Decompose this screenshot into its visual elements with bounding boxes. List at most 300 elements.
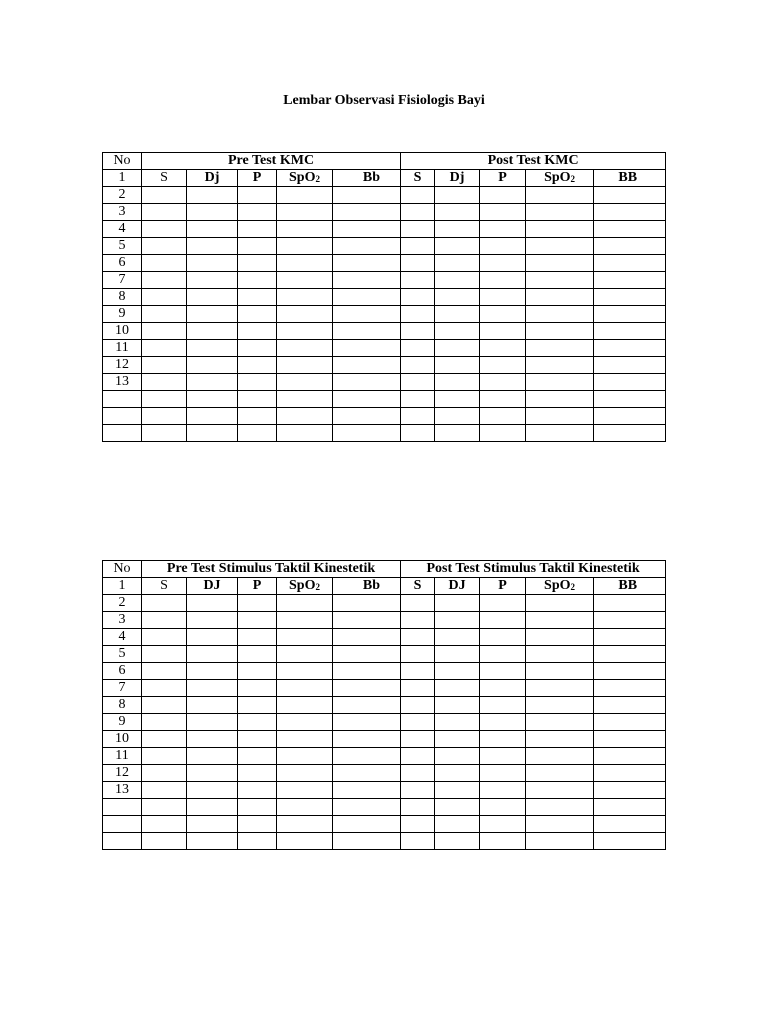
data-cell bbox=[142, 595, 187, 612]
row-number: 12 bbox=[103, 357, 142, 374]
row-number: 7 bbox=[103, 272, 142, 289]
table-row bbox=[103, 255, 666, 272]
data-cell bbox=[238, 646, 277, 663]
data-cell bbox=[142, 289, 187, 306]
data-cell bbox=[187, 748, 238, 765]
data-cell bbox=[238, 714, 277, 731]
data-cell bbox=[187, 646, 238, 663]
column-header-left-0 bbox=[142, 578, 187, 595]
data-cell bbox=[401, 799, 435, 816]
data-cell bbox=[435, 595, 480, 612]
data-cell bbox=[435, 187, 480, 204]
data-cell bbox=[277, 425, 333, 442]
data-cell bbox=[401, 697, 435, 714]
data-cell bbox=[187, 629, 238, 646]
data-cell bbox=[401, 204, 435, 221]
data-cell bbox=[142, 340, 187, 357]
data-cell bbox=[142, 204, 187, 221]
data-cell bbox=[526, 408, 594, 425]
data-cell bbox=[238, 697, 277, 714]
row-number: 11 bbox=[103, 748, 142, 765]
data-cell bbox=[142, 731, 187, 748]
data-cell bbox=[594, 323, 666, 340]
data-cell bbox=[480, 833, 526, 850]
data-cell bbox=[142, 255, 187, 272]
data-cell bbox=[480, 816, 526, 833]
data-cell bbox=[526, 374, 594, 391]
data-cell bbox=[238, 255, 277, 272]
data-cell bbox=[238, 238, 277, 255]
data-cell bbox=[238, 187, 277, 204]
data-cell bbox=[526, 595, 594, 612]
table-row bbox=[103, 238, 666, 255]
data-cell bbox=[333, 612, 401, 629]
data-cell bbox=[594, 255, 666, 272]
data-cell bbox=[594, 816, 666, 833]
data-cell bbox=[238, 221, 277, 238]
row-number: 10 bbox=[103, 323, 142, 340]
column-header-label: SpO bbox=[544, 578, 571, 593]
data-cell bbox=[333, 731, 401, 748]
data-cell bbox=[401, 187, 435, 204]
row-number: 9 bbox=[103, 714, 142, 731]
data-cell bbox=[401, 272, 435, 289]
data-cell bbox=[238, 204, 277, 221]
group-header-post: Post Test Stimulus Taktil Kinestetik bbox=[401, 561, 666, 578]
data-cell bbox=[238, 408, 277, 425]
data-cell bbox=[526, 697, 594, 714]
data-cell bbox=[594, 646, 666, 663]
data-cell bbox=[435, 323, 480, 340]
data-cell bbox=[480, 374, 526, 391]
data-cell bbox=[526, 255, 594, 272]
data-cell bbox=[238, 289, 277, 306]
data-cell bbox=[187, 612, 238, 629]
row-number: 5 bbox=[103, 238, 142, 255]
data-cell bbox=[333, 306, 401, 323]
data-cell bbox=[187, 408, 238, 425]
data-cell bbox=[187, 340, 238, 357]
row-number: 10 bbox=[103, 731, 142, 748]
data-cell bbox=[333, 646, 401, 663]
data-cell bbox=[594, 357, 666, 374]
row-number bbox=[103, 425, 142, 442]
data-cell bbox=[435, 340, 480, 357]
data-cell bbox=[435, 748, 480, 765]
data-cell bbox=[401, 306, 435, 323]
data-cell bbox=[333, 799, 401, 816]
data-cell bbox=[238, 799, 277, 816]
data-cell bbox=[480, 646, 526, 663]
data-cell bbox=[594, 391, 666, 408]
data-cell bbox=[187, 816, 238, 833]
data-cell bbox=[142, 714, 187, 731]
column-header-label: P bbox=[252, 170, 262, 185]
data-cell bbox=[238, 765, 277, 782]
data-cell bbox=[333, 748, 401, 765]
row-number: 1 bbox=[103, 170, 142, 187]
data-cell bbox=[142, 187, 187, 204]
data-cell bbox=[238, 391, 277, 408]
data-cell bbox=[238, 612, 277, 629]
data-cell bbox=[142, 816, 187, 833]
data-cell bbox=[594, 408, 666, 425]
data-cell bbox=[187, 357, 238, 374]
data-cell bbox=[435, 357, 480, 374]
data-cell bbox=[480, 714, 526, 731]
table-row bbox=[103, 391, 666, 408]
data-cell bbox=[277, 357, 333, 374]
data-cell bbox=[277, 272, 333, 289]
data-cell bbox=[594, 765, 666, 782]
data-cell bbox=[277, 612, 333, 629]
data-cell bbox=[333, 323, 401, 340]
data-cell bbox=[401, 374, 435, 391]
data-cell bbox=[401, 646, 435, 663]
data-cell bbox=[142, 765, 187, 782]
data-cell bbox=[594, 680, 666, 697]
data-cell bbox=[277, 595, 333, 612]
data-cell bbox=[435, 629, 480, 646]
table-row bbox=[103, 629, 666, 646]
column-header-label: SpO bbox=[544, 170, 571, 185]
data-cell bbox=[142, 782, 187, 799]
data-cell bbox=[333, 357, 401, 374]
data-cell bbox=[333, 697, 401, 714]
data-cell bbox=[187, 595, 238, 612]
data-cell bbox=[142, 391, 187, 408]
data-cell bbox=[401, 238, 435, 255]
data-cell bbox=[333, 204, 401, 221]
data-cell bbox=[333, 680, 401, 697]
data-cell bbox=[333, 714, 401, 731]
row-number: 6 bbox=[103, 663, 142, 680]
group-header-pre: Pre Test Stimulus Taktil Kinestetik bbox=[142, 561, 401, 578]
data-cell bbox=[187, 272, 238, 289]
data-cell bbox=[594, 340, 666, 357]
data-cell bbox=[594, 374, 666, 391]
data-cell bbox=[238, 323, 277, 340]
data-cell bbox=[594, 612, 666, 629]
row-number: 9 bbox=[103, 306, 142, 323]
column-header-right-2 bbox=[480, 170, 526, 187]
data-cell bbox=[526, 272, 594, 289]
data-cell bbox=[480, 204, 526, 221]
data-cell bbox=[480, 595, 526, 612]
data-cell bbox=[594, 272, 666, 289]
data-cell bbox=[480, 408, 526, 425]
data-cell bbox=[401, 833, 435, 850]
column-header-label: Dj bbox=[449, 170, 465, 185]
data-cell bbox=[142, 238, 187, 255]
data-cell bbox=[435, 306, 480, 323]
data-cell bbox=[435, 425, 480, 442]
column-header-left-4 bbox=[333, 578, 401, 595]
data-cell bbox=[333, 374, 401, 391]
column-header-right-4 bbox=[594, 170, 666, 187]
data-cell bbox=[594, 748, 666, 765]
row-number: 8 bbox=[103, 289, 142, 306]
data-cell bbox=[480, 323, 526, 340]
data-cell bbox=[594, 629, 666, 646]
table-row bbox=[103, 340, 666, 357]
data-cell bbox=[142, 612, 187, 629]
data-cell bbox=[480, 238, 526, 255]
data-cell bbox=[277, 340, 333, 357]
table-row bbox=[103, 204, 666, 221]
data-cell bbox=[480, 221, 526, 238]
data-cell bbox=[526, 799, 594, 816]
data-cell bbox=[526, 204, 594, 221]
data-cell bbox=[435, 782, 480, 799]
data-cell bbox=[142, 306, 187, 323]
data-cell bbox=[480, 357, 526, 374]
data-cell bbox=[526, 816, 594, 833]
data-cell bbox=[187, 306, 238, 323]
data-cell bbox=[526, 391, 594, 408]
data-cell bbox=[526, 765, 594, 782]
data-cell bbox=[277, 748, 333, 765]
data-cell bbox=[526, 238, 594, 255]
data-cell bbox=[277, 187, 333, 204]
data-cell bbox=[277, 799, 333, 816]
data-cell bbox=[480, 425, 526, 442]
data-cell bbox=[277, 833, 333, 850]
data-cell bbox=[238, 340, 277, 357]
data-cell bbox=[142, 697, 187, 714]
table-row bbox=[103, 816, 666, 833]
data-cell bbox=[526, 629, 594, 646]
data-cell bbox=[480, 765, 526, 782]
page-title: Lembar Observasi Fisiologis Bayi bbox=[283, 93, 485, 108]
data-cell bbox=[277, 323, 333, 340]
column-header-label: S bbox=[413, 170, 422, 185]
data-cell bbox=[401, 357, 435, 374]
data-cell bbox=[277, 765, 333, 782]
header-row bbox=[103, 561, 666, 578]
data-cell bbox=[526, 731, 594, 748]
data-cell bbox=[526, 357, 594, 374]
data-cell bbox=[480, 697, 526, 714]
data-cell bbox=[277, 697, 333, 714]
data-cell bbox=[480, 391, 526, 408]
data-cell bbox=[142, 374, 187, 391]
data-cell bbox=[187, 799, 238, 816]
data-cell bbox=[142, 357, 187, 374]
column-header-left-3 bbox=[277, 578, 333, 595]
data-cell bbox=[187, 425, 238, 442]
table-row bbox=[103, 323, 666, 340]
data-cell bbox=[277, 255, 333, 272]
column-header-left-1 bbox=[187, 578, 238, 595]
data-cell bbox=[238, 595, 277, 612]
data-cell bbox=[238, 833, 277, 850]
data-cell bbox=[480, 663, 526, 680]
data-cell bbox=[238, 782, 277, 799]
data-cell bbox=[401, 612, 435, 629]
table-row bbox=[103, 765, 666, 782]
column-header-right-3 bbox=[526, 170, 594, 187]
data-cell bbox=[277, 816, 333, 833]
data-cell bbox=[333, 833, 401, 850]
row-number: 11 bbox=[103, 340, 142, 357]
data-cell bbox=[187, 374, 238, 391]
data-cell bbox=[277, 374, 333, 391]
data-cell bbox=[401, 595, 435, 612]
column-header-left-3 bbox=[277, 170, 333, 187]
data-cell bbox=[187, 255, 238, 272]
data-cell bbox=[435, 697, 480, 714]
row-number: 8 bbox=[103, 697, 142, 714]
data-cell bbox=[526, 782, 594, 799]
data-cell bbox=[594, 595, 666, 612]
data-cell bbox=[187, 714, 238, 731]
column-header-label: P bbox=[498, 578, 507, 593]
table-row bbox=[103, 374, 666, 391]
data-cell bbox=[480, 340, 526, 357]
data-cell bbox=[526, 646, 594, 663]
data-cell bbox=[435, 765, 480, 782]
row-number bbox=[103, 799, 142, 816]
data-cell bbox=[435, 204, 480, 221]
data-cell bbox=[401, 782, 435, 799]
row-number: 3 bbox=[103, 204, 142, 221]
table-row bbox=[103, 714, 666, 731]
data-cell bbox=[401, 408, 435, 425]
data-cell bbox=[435, 646, 480, 663]
data-cell bbox=[333, 238, 401, 255]
data-cell bbox=[526, 663, 594, 680]
data-cell bbox=[594, 306, 666, 323]
row-number: 12 bbox=[103, 765, 142, 782]
data-cell bbox=[333, 289, 401, 306]
column-header-label: BB bbox=[618, 578, 638, 593]
data-cell bbox=[435, 289, 480, 306]
data-cell bbox=[480, 612, 526, 629]
data-cell bbox=[435, 272, 480, 289]
table-row bbox=[103, 578, 666, 595]
data-cell bbox=[142, 323, 187, 340]
row-number: 5 bbox=[103, 646, 142, 663]
column-header-right-2 bbox=[480, 578, 526, 595]
data-cell bbox=[277, 289, 333, 306]
data-cell bbox=[238, 731, 277, 748]
data-cell bbox=[435, 408, 480, 425]
data-cell bbox=[526, 340, 594, 357]
column-header-left-1 bbox=[187, 170, 238, 187]
data-cell bbox=[526, 323, 594, 340]
column-header-label: S bbox=[413, 578, 422, 593]
data-cell bbox=[594, 799, 666, 816]
data-cell bbox=[333, 765, 401, 782]
data-cell bbox=[187, 221, 238, 238]
subscript-two: 2 bbox=[315, 582, 320, 592]
subscript-two: 2 bbox=[570, 174, 576, 184]
data-cell bbox=[594, 238, 666, 255]
table-row bbox=[103, 782, 666, 799]
data-cell bbox=[333, 816, 401, 833]
table-row bbox=[103, 680, 666, 697]
column-header-right-1 bbox=[435, 578, 480, 595]
data-cell bbox=[277, 204, 333, 221]
observation-table-kmc bbox=[102, 152, 666, 442]
data-cell bbox=[594, 204, 666, 221]
data-cell bbox=[594, 425, 666, 442]
row-number bbox=[103, 391, 142, 408]
column-header-label: Bb bbox=[362, 578, 381, 593]
data-cell bbox=[594, 782, 666, 799]
column-header-left-4 bbox=[333, 170, 401, 187]
row-number: 2 bbox=[103, 595, 142, 612]
data-cell bbox=[187, 289, 238, 306]
data-cell bbox=[142, 272, 187, 289]
column-header-left-2 bbox=[238, 578, 277, 595]
column-header-label: Dj bbox=[204, 170, 220, 185]
data-cell bbox=[435, 238, 480, 255]
data-cell bbox=[526, 833, 594, 850]
data-cell bbox=[333, 221, 401, 238]
table-row bbox=[103, 697, 666, 714]
data-cell bbox=[526, 306, 594, 323]
data-cell bbox=[435, 255, 480, 272]
column-header-label: S bbox=[160, 578, 168, 593]
data-cell bbox=[401, 663, 435, 680]
data-cell bbox=[526, 748, 594, 765]
data-cell bbox=[401, 323, 435, 340]
data-cell bbox=[277, 306, 333, 323]
data-cell bbox=[238, 374, 277, 391]
data-cell bbox=[594, 663, 666, 680]
data-cell bbox=[333, 391, 401, 408]
table-row bbox=[103, 187, 666, 204]
data-cell bbox=[480, 731, 526, 748]
data-cell bbox=[187, 204, 238, 221]
data-cell bbox=[480, 187, 526, 204]
data-cell bbox=[401, 731, 435, 748]
column-header-left-2 bbox=[238, 170, 277, 187]
row-number: 1 bbox=[103, 578, 142, 595]
data-cell bbox=[594, 833, 666, 850]
data-cell bbox=[333, 595, 401, 612]
data-cell bbox=[526, 289, 594, 306]
observation-table-stimulus bbox=[102, 560, 666, 850]
group-header-pre: Pre Test KMC bbox=[142, 153, 401, 170]
data-cell bbox=[401, 340, 435, 357]
column-header-right-3 bbox=[526, 578, 594, 595]
table-row bbox=[103, 595, 666, 612]
column-header-label: Bb bbox=[362, 170, 381, 185]
table-row bbox=[103, 306, 666, 323]
data-cell bbox=[277, 629, 333, 646]
data-cell bbox=[435, 816, 480, 833]
data-cell bbox=[187, 833, 238, 850]
data-cell bbox=[480, 306, 526, 323]
group-header-post: Post Test KMC bbox=[401, 153, 666, 170]
data-cell bbox=[333, 782, 401, 799]
data-cell bbox=[238, 680, 277, 697]
data-cell bbox=[594, 221, 666, 238]
data-cell bbox=[480, 782, 526, 799]
data-cell bbox=[142, 663, 187, 680]
data-cell bbox=[594, 697, 666, 714]
no-header: No bbox=[103, 153, 142, 170]
data-cell bbox=[142, 646, 187, 663]
data-cell bbox=[401, 680, 435, 697]
column-header-left-0 bbox=[142, 170, 187, 187]
data-cell bbox=[333, 272, 401, 289]
column-header-label: P bbox=[252, 578, 262, 593]
data-cell bbox=[333, 255, 401, 272]
